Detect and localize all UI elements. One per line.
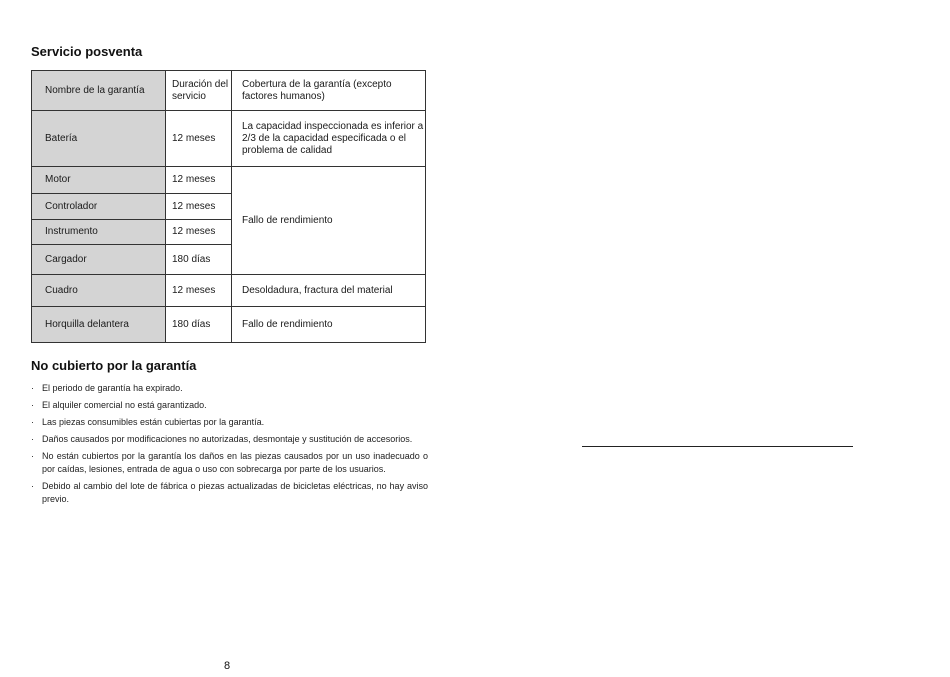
table-row [32, 111, 426, 167]
list-item-text: El periodo de garantía ha expirado. [42, 383, 183, 393]
row-name: Cuadro [32, 275, 166, 307]
row-name: Horquilla delantera [32, 307, 166, 343]
list-item-text: Daños causados por modificaciones no autorizadas, desmontaje y sustitución de accesorios. [42, 434, 413, 444]
list-item-text: Debido al cambio del lote de fábrica o piezas actualizadas de bicicletas eléctricas, no hay aviso previo. [42, 481, 428, 504]
row-coverage: Desoldadura, fractura del material [232, 275, 426, 307]
bullet-icon: · [31, 417, 34, 427]
row-name: Motor [32, 167, 166, 194]
row-name: Batería [32, 111, 166, 167]
row-name: Cargador [32, 245, 166, 275]
list-item [31, 450, 428, 476]
page-number: 8 [224, 660, 231, 672]
list-item [31, 433, 428, 446]
header-warranty-coverage: Cobertura de la garantía (excepto factores humanos) [232, 71, 426, 111]
list-item-text: Las piezas consumibles están cubiertas por la garantía. [42, 417, 265, 427]
table-row [32, 275, 426, 307]
bullet-icon: · [31, 400, 34, 410]
bullet-icon: · [31, 451, 34, 461]
row-duration: 12 meses [166, 275, 232, 307]
table-row [32, 167, 426, 194]
not-covered-list [31, 382, 428, 510]
bullet-icon: · [31, 383, 34, 393]
section-title-after-sales: Servicio posventa [31, 44, 143, 59]
table-row [32, 307, 426, 343]
list-item [31, 399, 428, 412]
row-duration: 180 días [166, 245, 232, 275]
row-duration: 12 meses [166, 167, 232, 194]
bullet-icon: · [31, 481, 34, 491]
section-title-not-covered: No cubierto por la garantía [31, 358, 197, 373]
row-duration: 12 meses [166, 194, 232, 220]
row-name: Instrumento [32, 220, 166, 245]
row-coverage: Fallo de rendimiento [232, 307, 426, 343]
header-warranty-name: Nombre de la garantía [32, 71, 166, 111]
row-duration: 12 meses [166, 111, 232, 167]
header-service-duration: Duración del servicio [166, 71, 232, 111]
row-name: Controlador [32, 194, 166, 220]
bullet-icon: · [31, 434, 34, 444]
row-coverage-merged: Fallo de rendimiento [232, 167, 426, 275]
list-item [31, 480, 428, 506]
list-item-text: No están cubiertos por la garantía los daños en las piezas causados por un uso inadecuado o por caídas, lesiones, entrada de agua o uso con sobrecarga por parte de los usuarios. [42, 451, 428, 474]
table-header-row [32, 71, 426, 111]
row-coverage: La capacidad inspeccionada es inferior a 2/3 de la capacidad especificada o el problema de calidad [232, 111, 426, 167]
row-duration: 12 meses [166, 220, 232, 245]
list-item-text: El alquiler comercial no está garantizado. [42, 400, 207, 410]
row-duration: 180 días [166, 307, 232, 343]
list-item [31, 416, 428, 429]
divider-line [582, 446, 853, 447]
list-item [31, 382, 428, 395]
warranty-table [31, 70, 426, 343]
